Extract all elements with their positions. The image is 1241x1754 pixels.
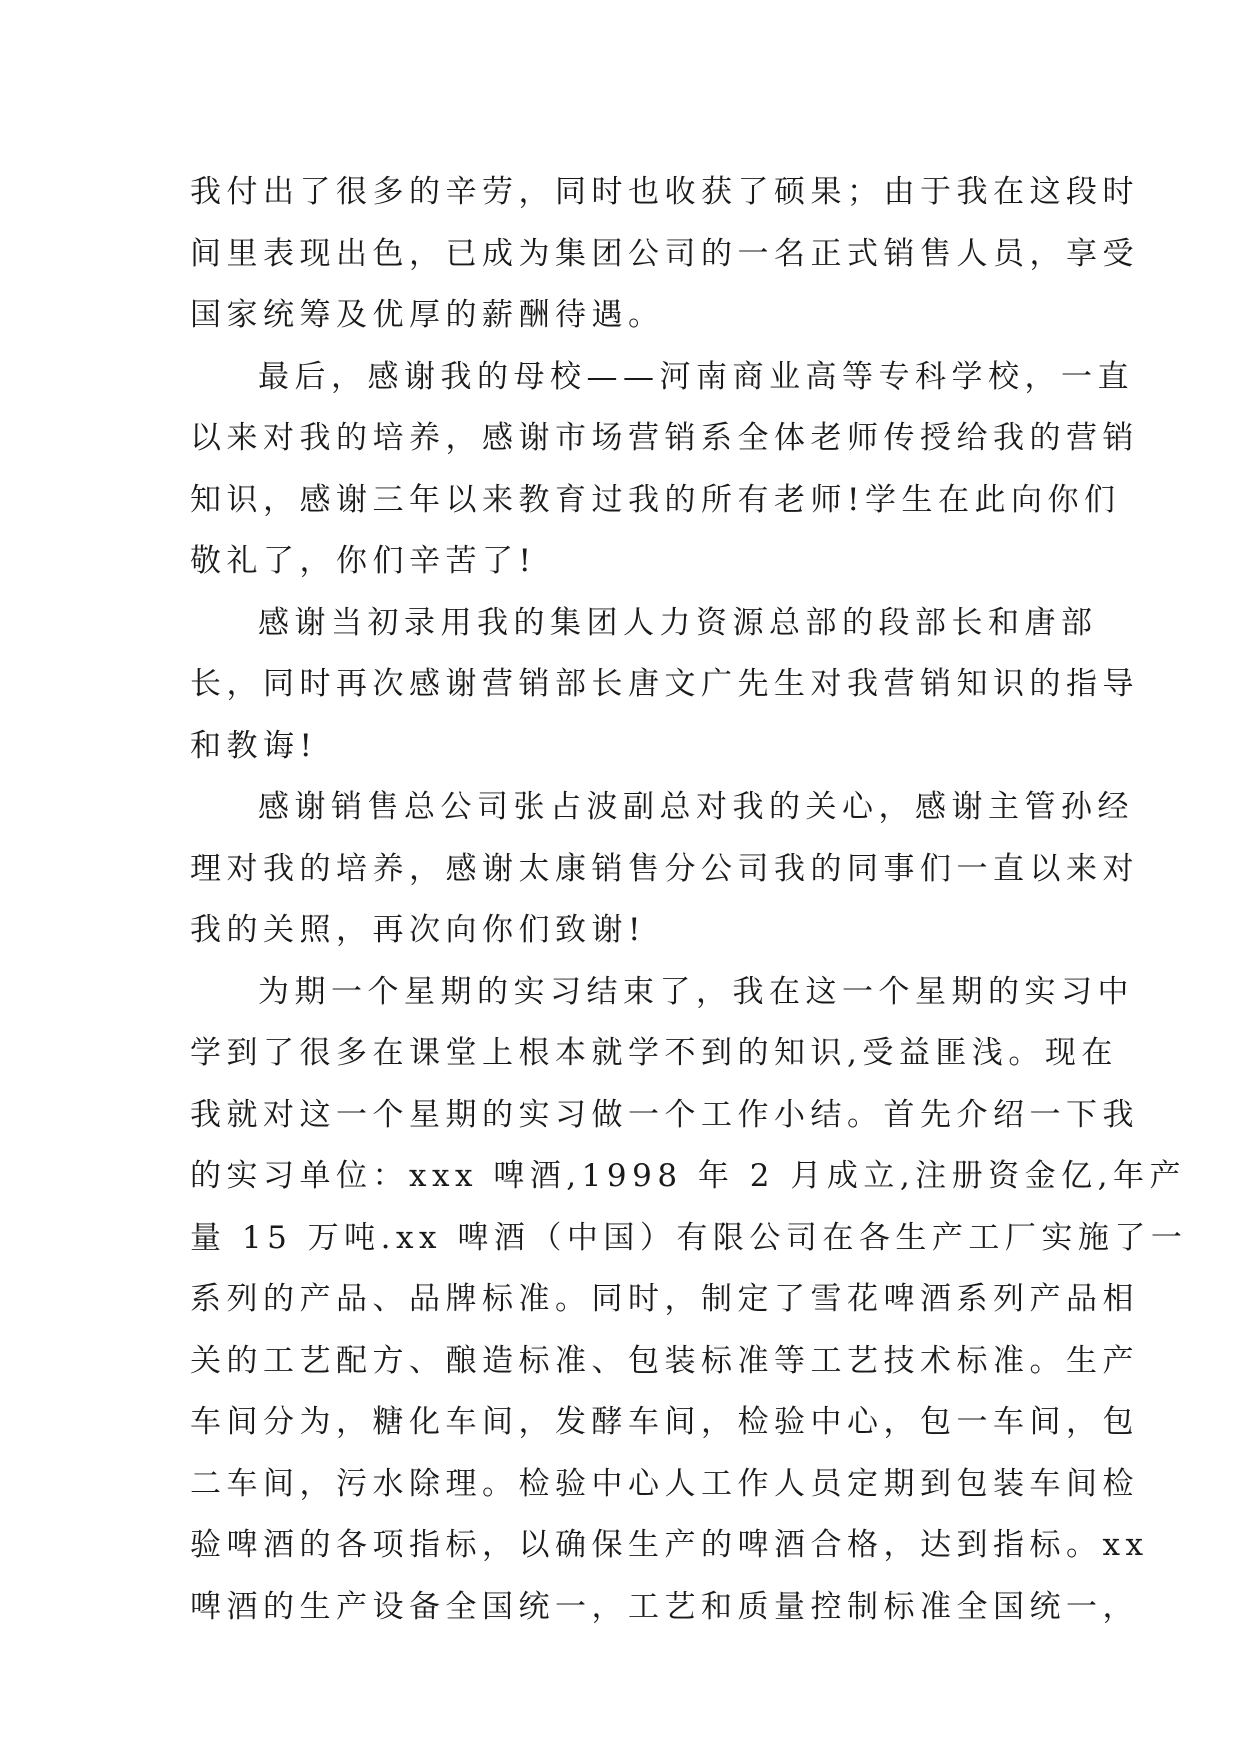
- text-line: 车间分为，糖化车间，发酵车间，检验中心，包一车间，包: [190, 1404, 1139, 1440]
- text-line: 关的工艺配方、酿造标准、包装标准等工艺技术标准。生产: [190, 1342, 1139, 1379]
- paragraph-start-line: 感谢销售总公司张占波副总对我的关心，感谢主管孙经: [258, 789, 1134, 825]
- text-line: 间里表现出色，已成为集团公司的一名正式销售人员，享受: [190, 235, 1139, 272]
- text-line: 我就对这一个星期的实习做一个工作小结。首先介绍一下我: [190, 1096, 1139, 1133]
- text-line: 理对我的培养，感谢太康销售分公司我的同事们一直以来对: [190, 850, 1139, 887]
- text-line: 知识，感谢三年以来教育过我的所有老师!学生在此向你们: [190, 481, 1121, 518]
- text-line: 啤酒的生产设备全国统一，工艺和质量控制标准全国统一，: [190, 1588, 1139, 1625]
- text-line: 系列的产品、品牌标准。同时，制定了雪花啤酒系列产品相: [190, 1281, 1139, 1317]
- text-line: 的实习单位：xxx 啤酒,1998 年 2 月成立,注册资金亿,年产: [190, 1158, 1187, 1194]
- text-line: 验啤酒的各项指标，以确保生产的啤酒合格，达到指标。xx: [190, 1527, 1149, 1563]
- text-line: 二车间，污水除理。检验中心人工作人员定期到包装车间检: [190, 1465, 1139, 1502]
- paragraph-start-line: 为期一个星期的实习结束了，我在这一个星期的实习中: [258, 973, 1134, 1010]
- text-line: 我的关照，再次向你们致谢!: [190, 912, 646, 948]
- text-line: 和教诲!: [190, 727, 318, 764]
- document-body: [190, 162, 1188, 1638]
- text-line: 长，同时再次感谢营销部长唐文广先生对我营销知识的指导: [190, 666, 1139, 702]
- text-line: 学到了很多在课堂上根本就学不到的知识,受益匪浅。现在: [190, 1035, 1118, 1071]
- paragraph-start-line: 最后，感谢我的母校——河南商业高等专科学校，一直: [258, 358, 1134, 395]
- text-line: 以来对我的培养，感谢市场营销系全体老师传授给我的营销: [190, 420, 1139, 456]
- text-line: 国家统筹及优厚的薪酬待遇。: [190, 297, 665, 333]
- text-line: 量 15 万吨.xx 啤酒（中国）有限公司在各生产工厂实施了一: [190, 1219, 1188, 1256]
- paragraph-start-line: 感谢当初录用我的集团人力资源总部的段部长和唐部: [258, 604, 1098, 641]
- text-line: 敬礼了，你们辛苦了!: [190, 543, 537, 579]
- text-line: 我付出了很多的辛劳，同时也收获了硕果；由于我在这段时: [190, 174, 1139, 210]
